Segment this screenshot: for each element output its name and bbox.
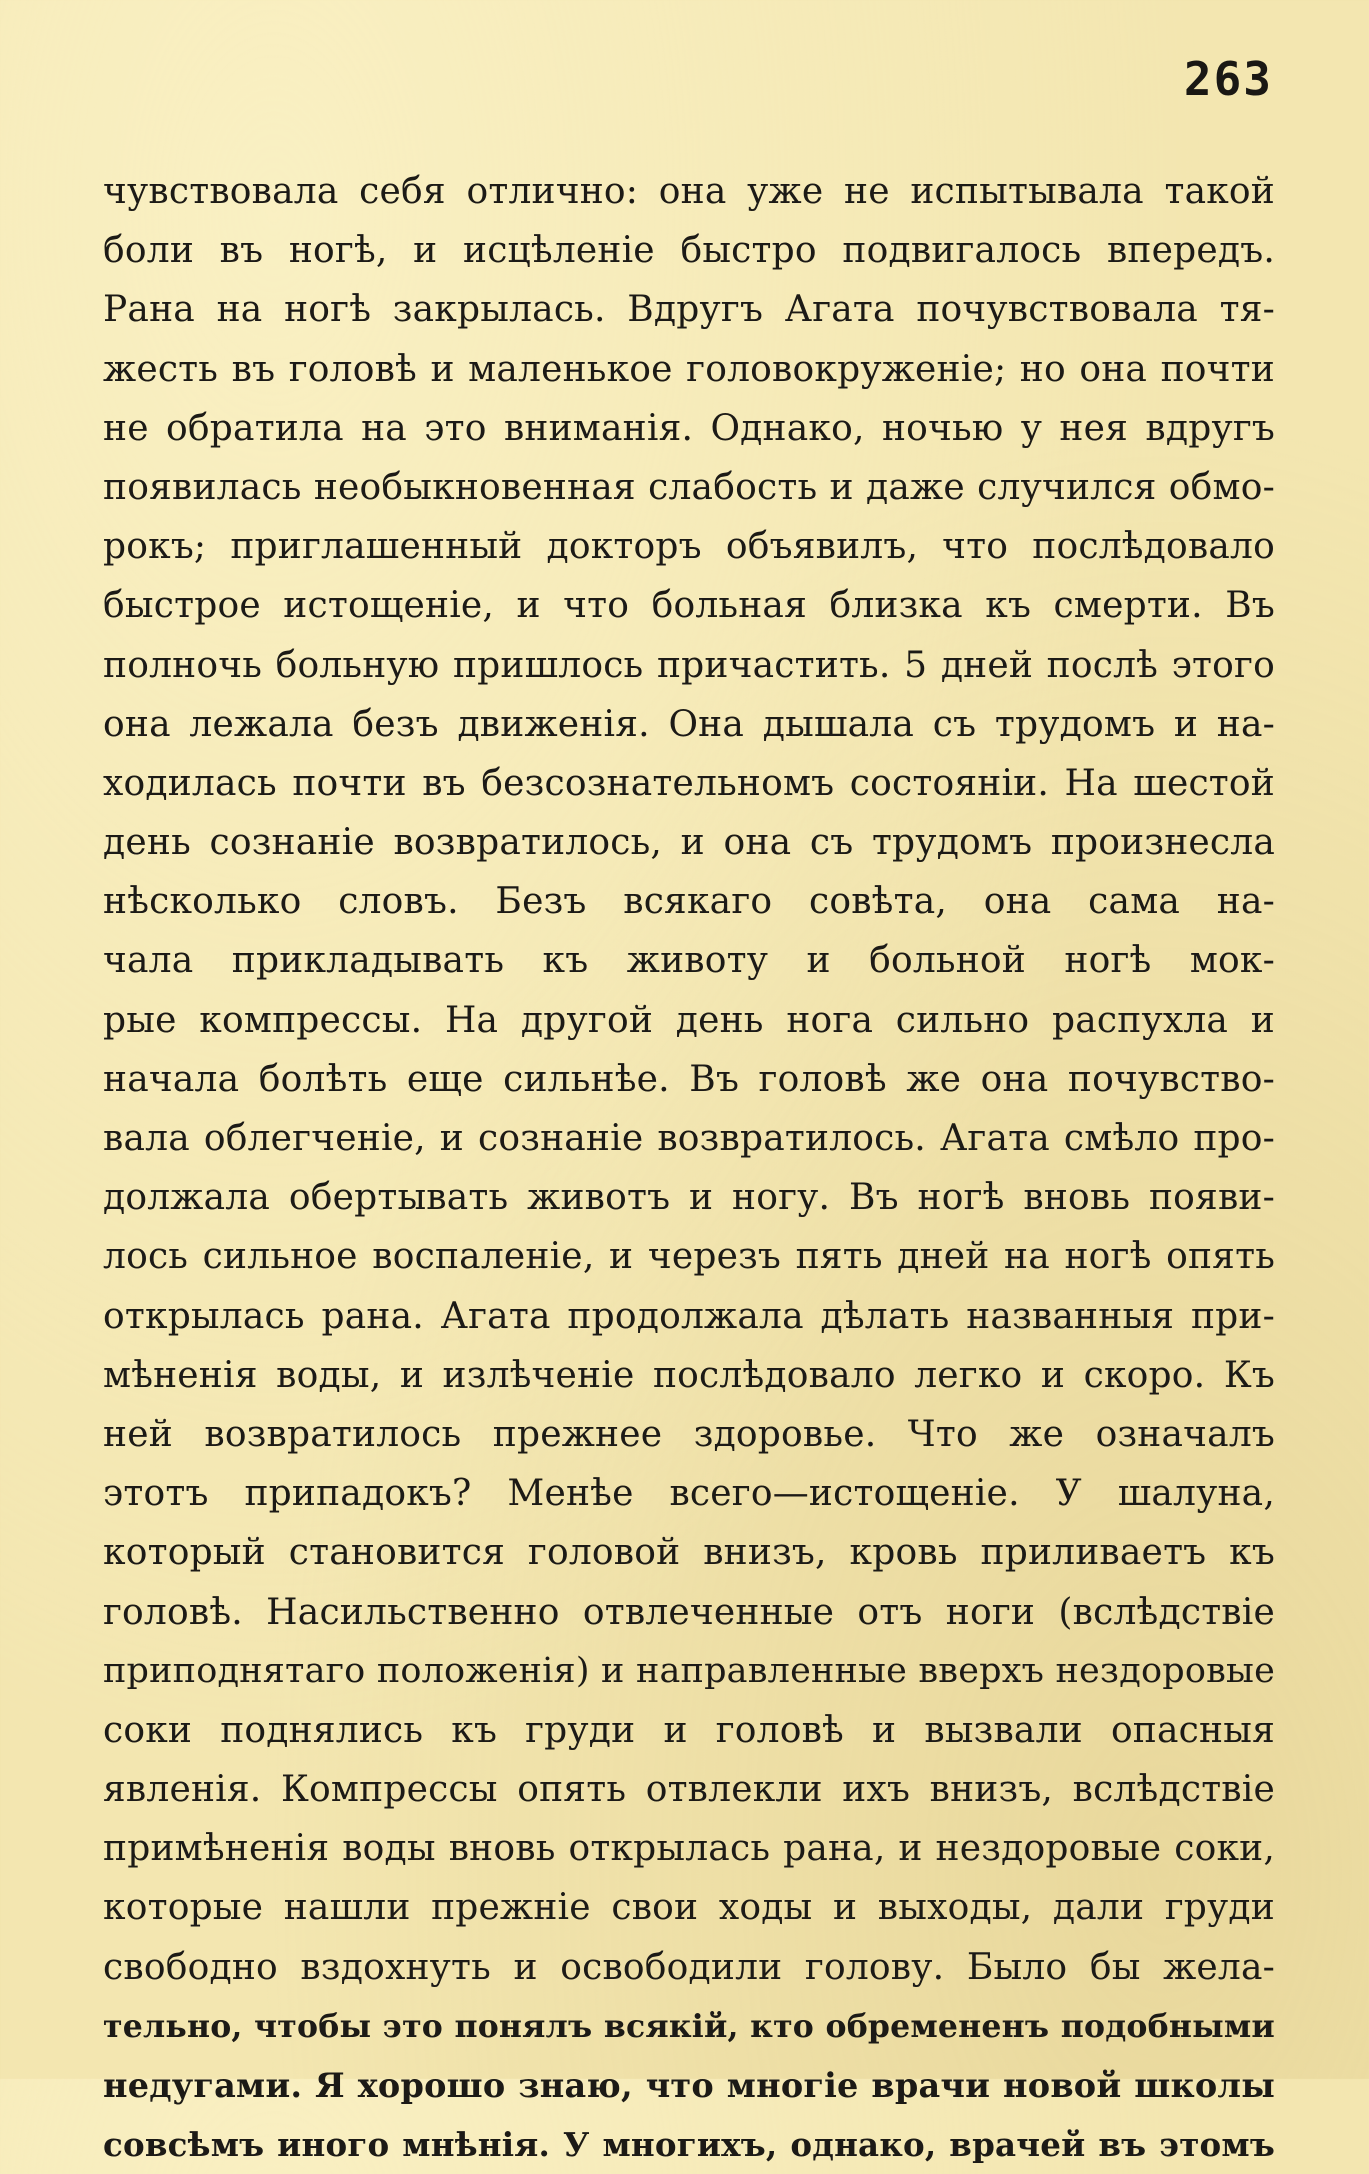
- text-line: тельно, чтобы это понялъ всякій, кто обремененъ подобными: [103, 2007, 1275, 2045]
- text-line: день сознаніе возвратилось, и она съ трудомъ произнесла: [103, 822, 1275, 864]
- text-line: головѣ. Насильственно отвлеченные отъ ноги (вслѣдствіе: [103, 1591, 1275, 1633]
- text-line: она лежала безъ движенія. Она дышала съ трудомъ и на-: [103, 703, 1275, 745]
- text-line: ходилась почти въ безсознательномъ состояніи. На шестой: [103, 762, 1275, 804]
- text-line: вала облегченіе, и сознаніе возвратилось. Агата смѣло про-: [103, 1118, 1275, 1159]
- text-line: чувствовала себя отлично: она уже не испытывала такой: [103, 171, 1275, 212]
- text-line: боли въ ногѣ, и исцѣленіе быстро подвигалось впередъ.: [103, 230, 1275, 272]
- text-line: соки поднялись къ груди и головѣ и вызвали опасныя: [103, 1709, 1275, 1751]
- text-line: совсѣмъ иного мнѣнія. У многихъ, однако, врачей въ этомъ: [103, 2125, 1275, 2165]
- text-line: жесть въ головѣ и маленькое головокруженіе; но она почти: [103, 348, 1275, 390]
- page-number: 263: [1183, 52, 1273, 106]
- body-text: [103, 162, 1275, 2174]
- text-line: мѣненія воды, и излѣченіе послѣдовало легко и скоро. Къ: [103, 1354, 1275, 1396]
- text-line: рые компрессы. На другой день нога сильно распухла и: [103, 999, 1275, 1041]
- text-line: появилась необыкновенная слабость и даже случился обмо-: [103, 466, 1275, 508]
- text-line: недугами. Я хорошо знаю, что многіе врачи новой школы: [103, 2066, 1275, 2105]
- text-line: лось сильное воспаленіе, и черезъ пять дней на ногѣ опять: [103, 1236, 1275, 1278]
- text-line: должала обертывать животъ и ногу. Въ ногѣ вновь появи-: [103, 1177, 1275, 1219]
- text-line: полночь больную пришлось причастить. 5 дней послѣ этого: [103, 644, 1275, 686]
- text-line: рокъ; приглашенный докторъ объявилъ, что послѣдовало: [103, 526, 1275, 568]
- text-line: свободно вздохнуть и освободили голову. Было бы жела-: [103, 1946, 1275, 1988]
- text-line: нѣсколько словъ. Безъ всякаго совѣта, она сама на-: [103, 881, 1275, 923]
- text-line: приподнятаго положенія) и направленные вверхъ нездоровые: [103, 1650, 1275, 1691]
- text-line: явленія. Компрессы опять отвлекли ихъ внизъ, вслѣдствіе: [103, 1769, 1275, 1811]
- text-line: который становится головой внизъ, кровь приливаетъ къ: [103, 1532, 1275, 1574]
- text-line: ней возвратилось прежнее здоровье. Что же означалъ: [103, 1413, 1275, 1455]
- text-line: чала прикладывать къ животу и больной ногѣ мок-: [103, 940, 1275, 982]
- text-line: открылась рана. Агата продолжала дѣлать названныя при-: [103, 1295, 1275, 1337]
- text-line: не обратила на это вниманія. Однако, ночью у нея вдругъ: [103, 407, 1275, 449]
- text-line: этотъ припадокъ? Менѣе всего—истощеніе. У шалуна,: [103, 1473, 1275, 1515]
- text-line: примѣненія воды вновь открылась рана, и нездоровые соки,: [103, 1828, 1275, 1870]
- text-line: которые нашли прежніе свои ходы и выходы, дали груди: [103, 1887, 1275, 1929]
- text-line: начала болѣть еще сильнѣе. Въ головѣ же она почувство-: [103, 1058, 1275, 1100]
- text-line: Рана на ногѣ закрылась. Вдругъ Агата почувствовала тя-: [103, 289, 1275, 331]
- text-line: быстрое истощеніе, и что больная близка къ смерти. Въ: [103, 585, 1275, 627]
